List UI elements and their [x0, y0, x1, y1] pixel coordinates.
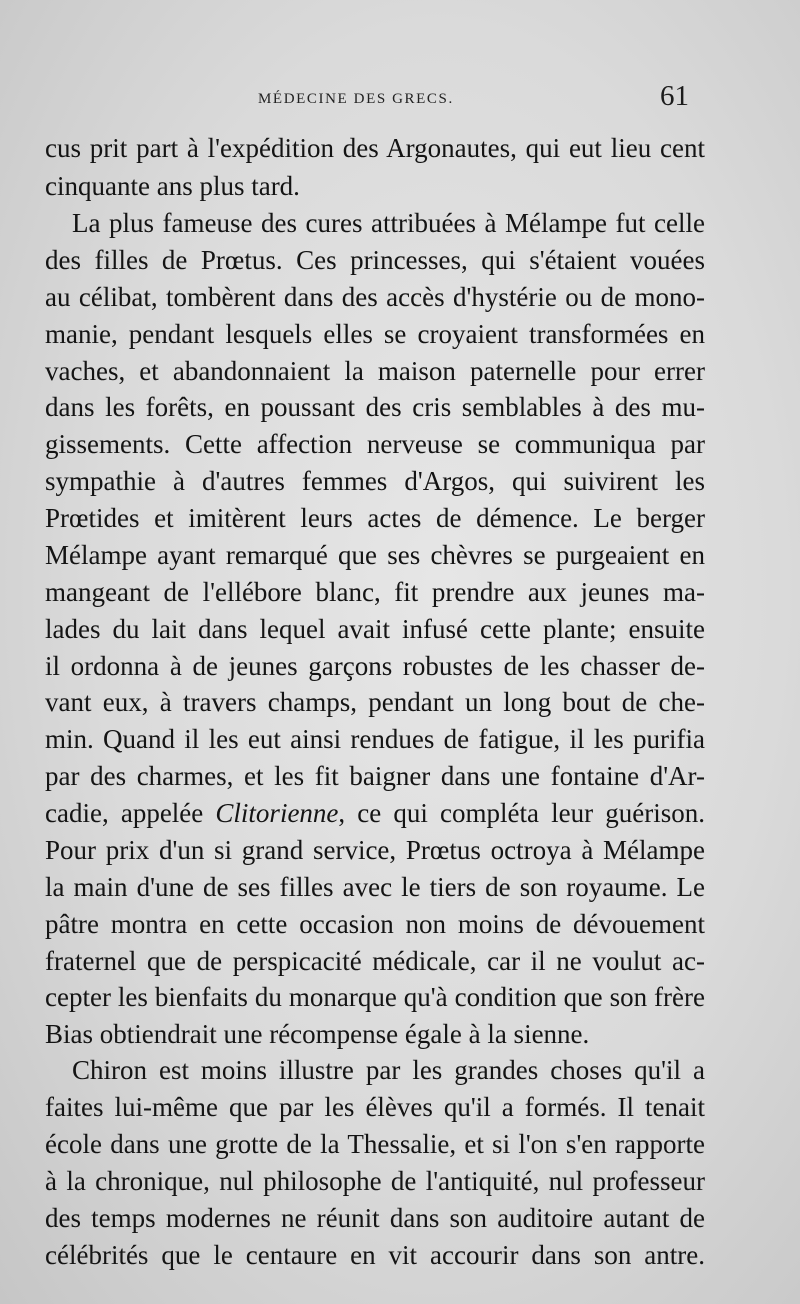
running-title: MÉDECINE DES GRECS.	[258, 91, 454, 107]
text-line: cinquante ans plus tard.	[45, 171, 300, 201]
text-line: pâtre montra en cette occasion non moins de dévouement	[45, 909, 705, 939]
text-line: la main d'une de ses filles avec le tiers de son royaume. Le	[45, 872, 705, 902]
text-line: école dans une grotte de la Thessalie, et si l'on s'en rapporte	[45, 1129, 705, 1159]
text-line: à la chronique, nul philosophe de l'antiquité, nul professeur	[45, 1166, 705, 1196]
italic-term: Clitorienne	[215, 798, 339, 828]
text-line: vaches, et abandonnaient la maison paternelle pour errer	[45, 356, 705, 386]
text-run: cadie, appelée	[45, 798, 204, 828]
text-line: Chiron est moins illustre par les grandes choses qu'il a	[72, 1055, 705, 1085]
text-line: sympathie à d'autres femmes d'Argos, qui suivirent les	[45, 466, 705, 496]
text-line: dans les forêts, en poussant des cris semblables à des mu-	[45, 392, 705, 422]
text-line: Prœtides et imitèrent leurs actes de démence. Le berger	[45, 503, 705, 533]
text-line: des filles de Prœtus. Ces princesses, qui s'étaient vouées	[45, 245, 705, 275]
text-line: La plus fameuse des cures attribuées à Mélampe fut celle	[72, 208, 705, 238]
text-run: , ce qui compléta leur guérison.	[338, 798, 705, 828]
text-line: cepter les bienfaits du monarque qu'à condition que son frère	[45, 982, 705, 1012]
text-line-with-italic	[45, 795, 705, 831]
text-line: Bias obtiendrait une récompense égale à la sienne.	[45, 1019, 590, 1049]
text-line: Mélampe ayant remarqué que ses chèvres se purgeaient en	[45, 540, 705, 570]
text-line: lades du lait dans lequel avait infusé cette plante; ensuite	[45, 614, 705, 644]
text-line: cus prit part à l'expédition des Argonautes, qui eut lieu cent	[45, 133, 705, 163]
text-line: Pour prix d'un si grand service, Prœtus octroya à Mélampe	[45, 835, 705, 865]
text-line: min. Quand il les eut ainsi rendues de fatigue, il les purifia	[45, 724, 705, 754]
page-number: 61	[660, 80, 689, 112]
text-line: manie, pendant lesquels elles se croyaient transformées en	[45, 319, 705, 349]
text-line: des temps modernes ne réunit dans son auditoire autant de	[45, 1203, 705, 1233]
text-line: mangeant de l'ellébore blanc, fit prendre aux jeunes ma-	[45, 577, 705, 607]
text-line: par des charmes, et les fit baigner dans une fontaine d'Ar-	[45, 761, 705, 791]
text-line: fraternel que de perspicacité médicale, car il ne voulut ac-	[45, 946, 705, 976]
text-line: au célibat, tombèrent dans des accès d'hystérie ou de mono-	[45, 282, 705, 312]
text-line: vant eux, à travers champs, pendant un long bout de che-	[45, 687, 705, 717]
text-line: célébrités que le centaure en vit accourir dans son antre.	[45, 1240, 705, 1270]
text-line: gissements. Cette affection nerveuse se communiqua par	[45, 429, 705, 459]
text-line: il ordonna à de jeunes garçons robustes de les chasser de-	[45, 651, 705, 681]
text-line: faites lui-même que par les élèves qu'il a formés. Il tenait	[45, 1092, 705, 1122]
